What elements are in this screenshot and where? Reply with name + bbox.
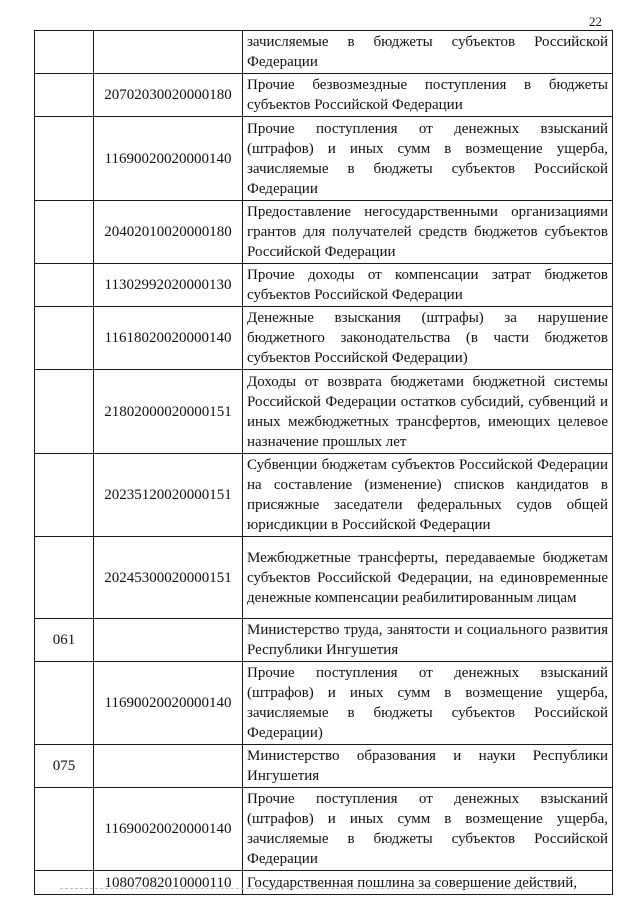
table-row [35, 31, 613, 74]
admin-code-cell [35, 454, 94, 537]
admin-code-cell [35, 74, 94, 117]
admin-code-cell [35, 264, 94, 307]
table-row [35, 201, 613, 264]
revenue-code-cell: 11618020020000140 [94, 307, 243, 370]
revenue-name-cell: Министерство образования и науки Республики Ингушетия [243, 745, 613, 788]
revenue-name-cell: Прочие безвозмездные поступления в бюджеты субъектов Российской Федерации [243, 74, 613, 117]
revenue-code-cell [94, 745, 243, 788]
table-row [35, 788, 613, 871]
admin-code-cell [35, 537, 94, 619]
revenue-name-cell: Государственная пошлина за совершение действий, [243, 871, 613, 895]
table-row [35, 619, 613, 662]
revenue-name-cell: Денежные взыскания (штрафы) за нарушение бюджетного законодательства (в части бюджетов субъектов Российской Федерации) [243, 307, 613, 370]
admin-code-cell [35, 370, 94, 454]
table-row [35, 117, 613, 201]
table-row [35, 74, 613, 117]
revenue-code-cell: 11690020020000140 [94, 788, 243, 871]
table-row [35, 307, 613, 370]
revenue-name-cell: Доходы от возврата бюджетами бюджетной системы Российской Федерации остатков субсидий, субвенций и иных межбюджетных трансфертов, имеющих целевое назначение прошлых лет [243, 370, 613, 454]
table-row [35, 537, 613, 619]
revenue-code-cell: 11302992020000130 [94, 264, 243, 307]
admin-code-cell [35, 788, 94, 871]
revenue-name-cell: Министерство труда, занятости и социального развития Республики Ингушетия [243, 619, 613, 662]
revenue-name-cell: Субвенции бюджетам субъектов Российской Федерации на составление (изменение) списков кандидатов в присяжные заседатели федеральных судов общей юрисдикции в Российской Федерации [243, 454, 613, 537]
admin-code-cell: 061 [35, 619, 94, 662]
revenue-code-cell: 21802000020000151 [94, 370, 243, 454]
revenue-name-cell: Межбюджетные трансферты, передаваемые бюджетам субъектов Российской Федерации, на единовременные денежные компенсации реабилитированным лицам [243, 537, 613, 619]
revenue-code-cell: 20402010020000180 [94, 201, 243, 264]
budget-revenue-table [34, 30, 613, 895]
revenue-code-cell [94, 619, 243, 662]
table-row [35, 264, 613, 307]
revenue-code-cell [94, 31, 243, 74]
table-row [35, 745, 613, 788]
revenue-code-cell: 11690020020000140 [94, 117, 243, 201]
admin-code-cell [35, 31, 94, 74]
admin-code-cell [35, 201, 94, 264]
revenue-name-cell: Прочие поступления от денежных взысканий (штрафов) и иных сумм в возмещение ущерба, зачисляемые в бюджеты субъектов Российской Федерации [243, 117, 613, 201]
revenue-name-cell: Прочие поступления от денежных взысканий (штрафов) и иных сумм в возмещение ущерба, зачисляемые в бюджеты субъектов Российской Федерации [243, 788, 613, 871]
revenue-code-cell: 20235120020000151 [94, 454, 243, 537]
revenue-code-cell: 11690020020000140 [94, 662, 243, 745]
revenue-code-cell: 20702030020000180 [94, 74, 243, 117]
revenue-code-cell: 10807082010000110 [94, 871, 243, 895]
revenue-code-cell: 20245300020000151 [94, 537, 243, 619]
table-row [35, 454, 613, 537]
admin-code-cell [35, 117, 94, 201]
revenue-name-cell: Предоставление негосударственными организациями грантов для получателей средств бюджетов субъектов Российской Федерации [243, 201, 613, 264]
revenue-name-cell: Прочие поступления от денежных взысканий (штрафов) и иных сумм в возмещение ущерба, зачисляемые в бюджеты субъектов Российской Федерации) [243, 662, 613, 745]
page-number: 22 [589, 14, 602, 29]
admin-code-cell: 075 [35, 745, 94, 788]
admin-code-cell [35, 662, 94, 745]
table-row [35, 370, 613, 454]
table-row [35, 662, 613, 745]
revenue-name-cell: Прочие доходы от компенсации затрат бюджетов субъектов Российской Федерации [243, 264, 613, 307]
admin-code-cell [35, 307, 94, 370]
revenue-name-cell: зачисляемые в бюджеты субъектов Российской Федерации [243, 31, 613, 74]
scan-artifact-line [60, 888, 560, 891]
